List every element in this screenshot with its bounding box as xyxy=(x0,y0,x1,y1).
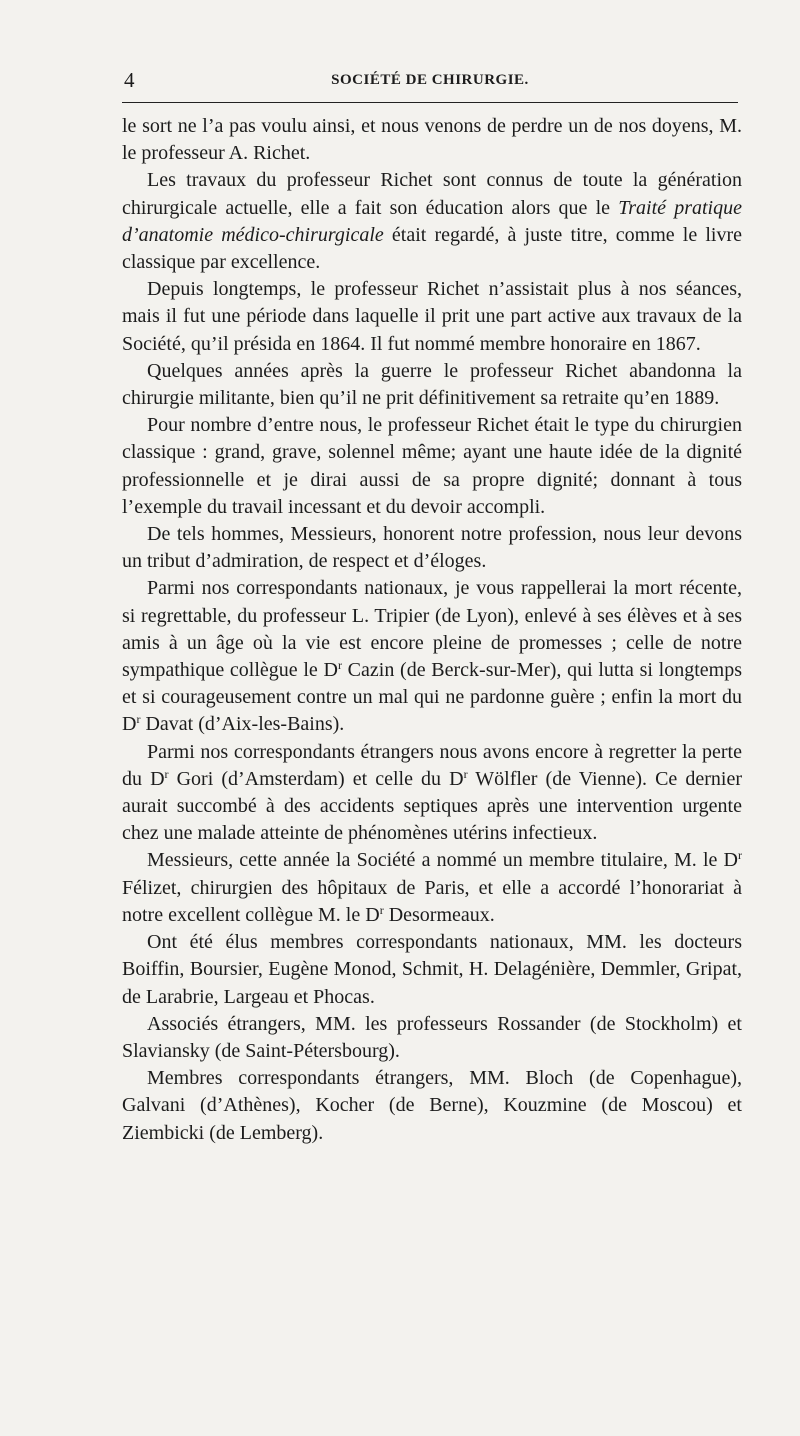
paragraph-1: le sort ne l’a pas voulu ainsi, et nous venons de perdre un de nos doyens, M. le professeur A. Richet. xyxy=(122,115,742,165)
paragraph-9-text-a: Messieurs, cette année la Société a nommé un membre titulaire, M. le D xyxy=(147,849,738,872)
page-number: 4 xyxy=(124,68,135,92)
dr-superscript: r xyxy=(164,766,169,781)
paragraph-9-text-c: Desormeaux. xyxy=(383,903,495,926)
paragraph-11: Associés étrangers, MM. les professeurs Rossander (de Stockholm) et Slaviansky (de Saint-Pétersbourg). xyxy=(122,1012,742,1062)
paragraph-6: De tels hommes, Messieurs, honorent notre profession, nous leur devons un tribut d’admiration, de respect et d’éloges. xyxy=(122,523,742,573)
paragraph-7 xyxy=(122,575,742,738)
dr-superscript: r xyxy=(136,712,141,727)
body-text xyxy=(122,113,742,1147)
paragraph-7-text-a: Parmi nos correspondants nationaux, je vous rappellerai la mort récente, si regrettable, du professeur L. Tripier (de Lyon), enlevé à ses élèves et à ses amis à un âge où la vie est encore pleine de promesses ; celle de notre sympathique collègue le D xyxy=(122,577,742,682)
paragraph-4: Quelques années après la guerre le professeur Richet abandonna la chirurgie militante, bien qu’il ne prit définitivement sa retraite qu’en 1889. xyxy=(122,359,742,410)
dr-superscript: r xyxy=(738,848,742,863)
paragraph-3: Depuis longtemps, le professeur Richet n’assistait plus à nos séances, mais il fut une période dans laquelle il prit une part active aux travaux de la Société, qu’il présida en 1864. Il fut nommé membre honoraire en 1867. xyxy=(122,278,742,355)
paragraph-10: Ont été élus membres correspondants nationaux, MM. les docteurs Boiffin, Boursier, Eugène Monod, Schmit, H. Delagénière, Demmler, Gripat, de Larabrie, Largeau et Phocas. xyxy=(122,931,742,1008)
dr-superscript: r xyxy=(379,902,384,917)
paragraph-12: Membres correspondants étrangers, MM. Bloch (de Copenhague), Galvani (d’Athènes), Kocher (de Berne), Kouzmine (de Moscou) et Ziembicki (de Lemberg). xyxy=(122,1067,742,1144)
paragraph-2-text-a: Les travaux du professeur Richet sont connus de toute la génération chirurgicale actuelle, elle a fait son éducation alors que le xyxy=(122,169,742,219)
paragraph-2 xyxy=(122,167,742,276)
paragraph-8-text-c: Wölfler (de Vienne). Ce dernier aurait succombé à des accidents septiques après une intervention urgente chez une malade atteinte de phénomènes utérins infectieux. xyxy=(122,767,743,845)
paragraph-7-text-c: Davat (d’Aix-les-Bains). xyxy=(140,713,345,736)
paragraph-2-text-b: était regardé, à juste titre, comme le livre classique par excellence. xyxy=(122,223,742,274)
book-title: Traité pratique d’anatomie médico-chirurgicale xyxy=(122,196,742,246)
paragraph-7-text-b: Cazin (de Berck-sur-Mer), qui lutta si longtemps et si courageusement contre un mal qui ne pardonne guère ; enfin la mort du D xyxy=(122,659,743,736)
dr-superscript: r xyxy=(463,766,468,781)
header-rule xyxy=(122,102,738,103)
page-header xyxy=(122,66,738,96)
paragraph-8-text-b: Gori (d’Amsterdam) et celle du D xyxy=(168,767,464,790)
paragraph-5: Pour nombre d’entre nous, le professeur Richet était le type du chirurgien classique : grand, grave, solennel même; ayant une haute idée de la dignité professionnelle et je dirai aussi de sa propre dignité; donnant à tous l’exemple du travail incessant et du devoir accompli. xyxy=(122,414,742,518)
running-title: SOCIÉTÉ DE CHIRURGIE. xyxy=(331,72,529,88)
paragraph-9-text-b: Félizet, chirurgien des hôpitaux de Paris, et elle a accordé l’honorariat à notre excellent collègue M. le D xyxy=(122,876,742,926)
paragraph-8-text-a: Parmi nos correspondants étrangers nous avons encore à regretter la perte du D xyxy=(122,740,742,790)
paragraph-9 xyxy=(122,847,742,929)
paragraph-8 xyxy=(122,739,742,848)
dr-superscript: r xyxy=(337,658,342,673)
